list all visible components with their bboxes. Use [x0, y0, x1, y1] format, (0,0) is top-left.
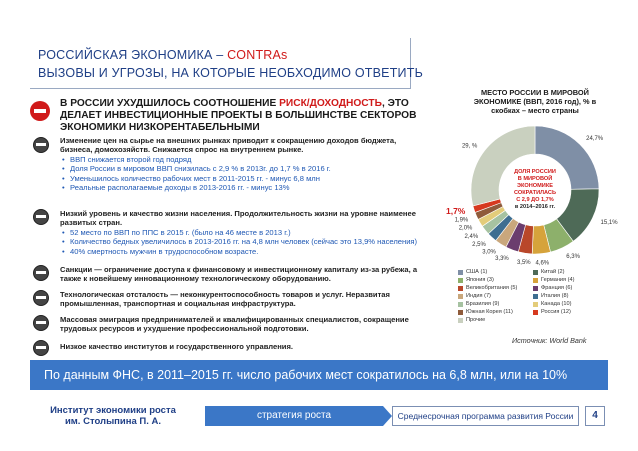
chart-title: МЕСТО РОССИИ В МИРОВОЙ ЭКОНОМИКЕ (ВВП, 2016 год), % в скобках – место страны — [473, 88, 597, 115]
legend-item — [533, 292, 608, 300]
page-number: 4 — [585, 406, 605, 426]
pie-chart — [440, 110, 630, 270]
strategy-arrow — [383, 406, 392, 426]
minus-icon — [33, 315, 49, 331]
legend-item — [458, 300, 533, 308]
legend-item — [533, 284, 608, 292]
legend-swatch — [458, 294, 463, 299]
legend-item — [533, 300, 608, 308]
bullet-item: • 40% смертность мужчин в трудоспособном возрасте. — [70, 247, 430, 256]
chart-center-label: ДОЛЯ РОССИИ В МИРОВОЙ ЭКОНОМИКЕ СОКРАТИЛАСЬ С 2,9 ДО 1,7% в 2014–2016 гг. — [514, 169, 556, 210]
bullet-item: • 52 место по ВВП по ППС в 2015 г. (было на 46 месте в 2013 г.) — [70, 228, 430, 237]
legend-label: Великобритания (5) — [466, 285, 518, 291]
slice-label: 15,1% — [600, 220, 618, 227]
legend-label: Россия (12) — [541, 309, 571, 315]
legend-swatch — [458, 302, 463, 307]
legend-item — [458, 316, 533, 324]
slice-label: 1,7% — [445, 205, 466, 216]
no-entry-icon — [30, 101, 50, 121]
legend-label: Франция (6) — [541, 285, 573, 291]
block-emigration: Массовая эмиграция предпринимателей и квалифицированных специалистов, сокращение трудовых ресурсов и ухудшение профессиональной подготовки. — [60, 315, 409, 334]
slice-label: 1,9% — [454, 217, 469, 224]
bullet-list-living — [60, 228, 430, 256]
legend-swatch — [533, 270, 538, 275]
legend-item — [458, 284, 533, 292]
slice-label: 3,5% — [516, 260, 531, 267]
bullet-item: • Доля России в мировом ВВП снизилась с 2,9 % в 2013г. до 1,7 % в 2016 г. — [70, 164, 430, 173]
legend-label: Бразилия (9) — [466, 301, 500, 307]
slice-label: 29, % — [461, 143, 478, 150]
slice-label: 2,0% — [458, 225, 473, 232]
legend-swatch — [533, 302, 538, 307]
slice-label: 6,3% — [566, 253, 580, 260]
legend-swatch — [458, 278, 463, 283]
minus-icon — [33, 290, 49, 306]
legend-item — [533, 268, 608, 276]
slice-label: 3,0% — [482, 249, 496, 256]
legend-swatch — [533, 294, 538, 299]
title-accent: CONTRAs — [227, 48, 288, 62]
slice-label: 4,6% — [535, 260, 550, 267]
legend-label: Китай (2) — [541, 269, 565, 275]
bullet-item: • Уменьшилось количество рабочих мест в 2011-2015 гг. - минус 6,8 млн — [70, 174, 430, 183]
fns-banner: По данным ФНС, в 2011–2015 гг. число рабочих мест сократилось на 6,8 млн, или на 10% — [30, 360, 608, 390]
legend-item — [458, 276, 533, 284]
minus-icon — [33, 265, 49, 281]
legend-swatch — [533, 278, 538, 283]
legend-swatch — [533, 286, 538, 291]
page-subtitle: ВЫЗОВЫ И УГРОЗЫ, НА КОТОРЫЕ НЕОБХОДИМО ОТВЕТИТЬ — [38, 66, 423, 80]
block-budget: Изменение цен на сырье на внешних рынках приводит к сокращению доходов бюджета, бизнеса, домохозяйств. Снижается спрос на внутреннем рынке. • ВВП снижается второй год подряд • Доля России в мировом ВВП снизилась с 2,9 % в 2013г. до 1,7 % в 2016 г. • Уменьшилось количество рабочих мест в 2011-2015 гг. - минус 6,8 млн • Реальные располагаемые доходы в 2013-2016 гг. - минус 13% — [60, 136, 430, 192]
legend-swatch — [458, 318, 463, 323]
legend-swatch — [458, 270, 463, 275]
legend-swatch — [458, 310, 463, 315]
page-title: РОССИЙСКАЯ ЭКОНОМИКА – CONTRAs — [38, 48, 288, 62]
legend-label: США (1) — [466, 269, 488, 275]
bullet-list-economy — [60, 155, 430, 193]
bullet-item: • Реальные располагаемые доходы в 2013-2016 гг. - минус 13% — [70, 183, 430, 192]
legend-item — [533, 276, 608, 284]
legend-swatch — [458, 286, 463, 291]
legend-label: Канада (10) — [541, 301, 572, 307]
bullet-item: • Количество бедных увеличилось в 2013-2016 гг. на 4,8 млн человек (сейчас это 13,9% населения) — [70, 237, 430, 246]
legend-label: Прочие — [466, 317, 486, 323]
legend-label: Индия (7) — [466, 293, 491, 299]
slice-label: 2,5% — [472, 241, 486, 248]
minus-icon — [33, 209, 49, 225]
block-living: Низкий уровень и качество жизни населения. Продолжительность жизни на уровне наименее развитых стран. • 52 место по ВВП по ППС в 2015 г. (было на 46 месте в 2013 г.) • Количество бедных увеличилось в 2013-2016 гг. на 4,8 млн человек (сейчас это 13,9% населения) • 40% смертность мужчин в трудоспособном возрасте. — [60, 209, 430, 256]
legend-label: Италия (8) — [541, 293, 569, 299]
slice-label: 24,7% — [586, 135, 604, 142]
legend-label: Южная Корея (11) — [466, 309, 513, 315]
legend-item — [458, 268, 533, 276]
block-institutions: Низкое качество институтов и государственного управления. — [60, 342, 294, 351]
block-sanctions: Санкции — ограничение доступа к финансовому и инвестиционному капиталу из-за рубежа, а также к новейшему инновационному технологическому оборудованию. — [60, 265, 418, 284]
legend-item — [458, 292, 533, 300]
minus-icon — [33, 340, 49, 356]
slice-label: 3,3% — [495, 256, 509, 263]
legend-label: Япония (3) — [466, 277, 494, 283]
slice-label: 2,4% — [464, 233, 479, 240]
title-frame — [30, 38, 411, 89]
block-tech: Технологическая отсталость — неконкурентоспособность товаров и услуг. Неразвитая промышленная, транспортная и социальная инфраструктура. — [60, 290, 390, 309]
legend-item — [458, 308, 533, 316]
legend-item — [533, 308, 608, 316]
headline: В РОССИИ УХУДШИЛОСЬ СООТНОШЕНИЕ РИСК/ДОХОДНОСТЬ, ЭТО ДЕЛАЕТ ИНВЕСТИЦИОННЫЕ ПРОЕКТЫ В БОЛЬШИНСТВЕ СЕКТОРОВ ЭКОНОМИКИ НИЗКОРЕНТАБЕЛЬНЫМИ — [60, 98, 417, 133]
legend-label: Германия (4) — [541, 277, 575, 283]
source-note: Источник: World Bank — [512, 336, 587, 345]
minus-icon — [33, 137, 49, 153]
legend-swatch — [533, 310, 538, 315]
program-label: Среднесрочная программа развития России — [392, 406, 579, 426]
strategy-tab[interactable]: стратегия роста — [205, 406, 383, 426]
institute-logo: Институт экономики роста им. Столыпина П. А. — [50, 405, 176, 427]
chart-legend — [458, 268, 608, 324]
bullet-item: • ВВП снижается второй год подряд — [70, 155, 430, 164]
